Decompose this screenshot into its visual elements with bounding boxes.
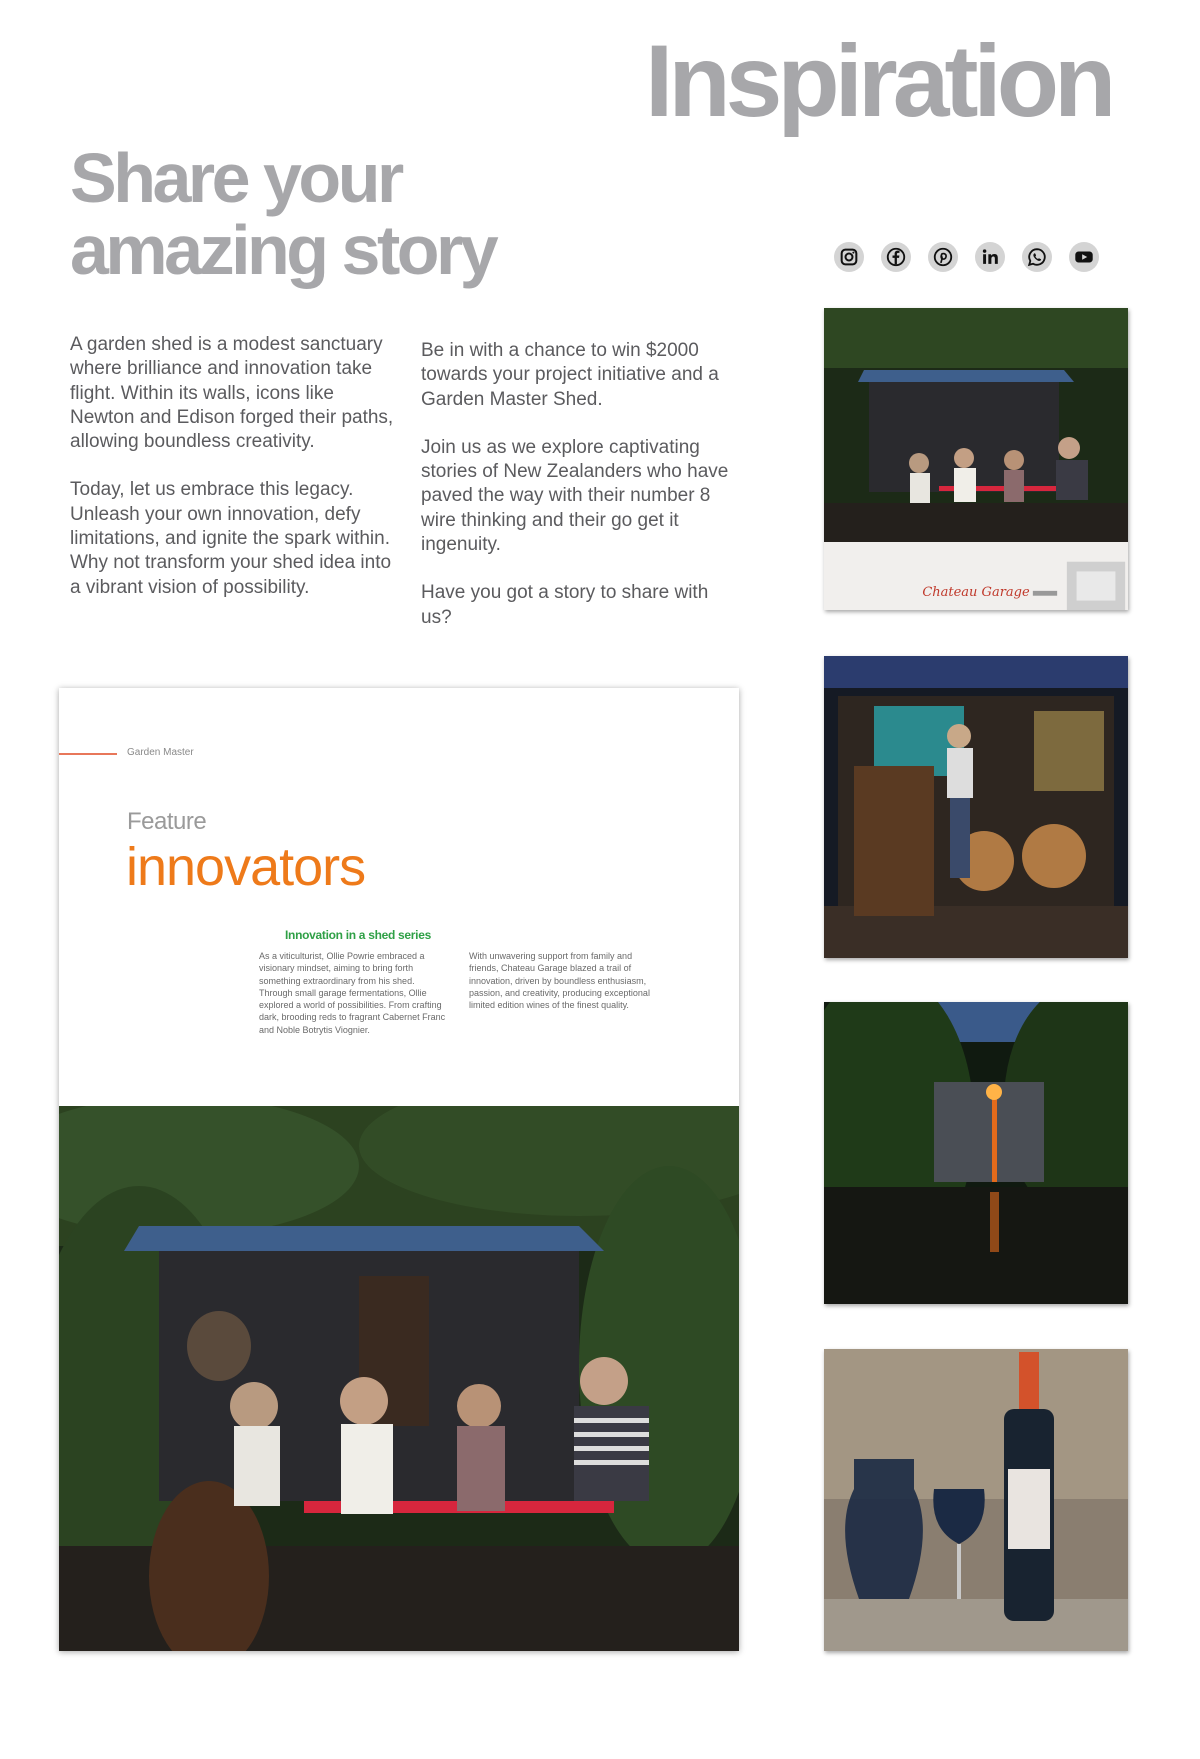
youtube-icon[interactable]	[1069, 242, 1099, 272]
article-column: With unwavering support from family and friends, Chateau Garage blazed a trail of innovation, driven by boundless enthusiasm, passion, and creativity, producing exceptional limited edition wines of the finest quality.	[469, 951, 650, 1011]
family-shed-photo	[59, 1106, 739, 1651]
intro-column-right	[421, 339, 731, 654]
headline-line-2: amazing story	[70, 211, 496, 289]
paragraph: A garden shed is a modest sanctuary where brilliance and innovation take flight. Within its walls, icons like Newton and Edison forged their paths, allowing boundless creativity.	[70, 334, 394, 453]
feature-label: Feature	[127, 808, 207, 835]
magazine-brand: Garden Master	[127, 747, 194, 758]
instagram-icon[interactable]	[834, 242, 864, 272]
headline	[70, 139, 496, 289]
paragraph: Have you got a story to share with us?	[421, 582, 709, 628]
paragraph: Be in with a chance to win $2000 towards your project initiative and a Garden Master Shed.	[421, 340, 719, 410]
wine-label-banner	[824, 542, 1128, 610]
paragraph: Today, let us embrace this legacy. Unleash your own innovation, defy limitations, and ignite the spark within. Why not transform your shed idea into a vibrant vision of possibility.	[70, 479, 392, 598]
thumbnail-shed-night-photo	[824, 1002, 1128, 1304]
intro-column-left	[70, 333, 400, 624]
facebook-icon[interactable]	[881, 242, 911, 272]
accent-rule	[59, 753, 117, 755]
magazine-page-preview	[59, 688, 739, 1651]
chateau-logo	[944, 552, 1128, 610]
whatsapp-icon[interactable]	[1022, 242, 1052, 272]
chateau-garage-brand: Chateau Garage	[922, 585, 1030, 600]
paragraph: Join us as we explore captivating stories of New Zealanders who have paved the way with their number 8 wire thinking and their go get it ingenuity.	[421, 436, 729, 556]
headline-line-1: Share your	[70, 139, 401, 217]
thumbnail-wine-bottle-photo	[824, 1349, 1128, 1651]
feature-subtitle: Innovation in a shed series	[285, 928, 431, 942]
social-icons	[834, 242, 1099, 272]
linkedin-icon[interactable]	[975, 242, 1005, 272]
article-column: As a viticulturist, Ollie Powrie embraced a visionary mindset, aiming to bring forth something extraordinary from his shed. Through small garage fermentations, Ollie explored a world of possibilities. From crafting dark, brooding reds to fragrant Cabernet Franc and Noble Botrytis Viognier.	[259, 951, 446, 1035]
feature-title: innovators	[126, 837, 366, 897]
thumbnail-family-photo	[824, 308, 1128, 610]
pinterest-icon[interactable]	[928, 242, 958, 272]
thumbnail-winemaker-photo	[824, 656, 1128, 958]
page-title: Inspiration	[645, 24, 1112, 138]
